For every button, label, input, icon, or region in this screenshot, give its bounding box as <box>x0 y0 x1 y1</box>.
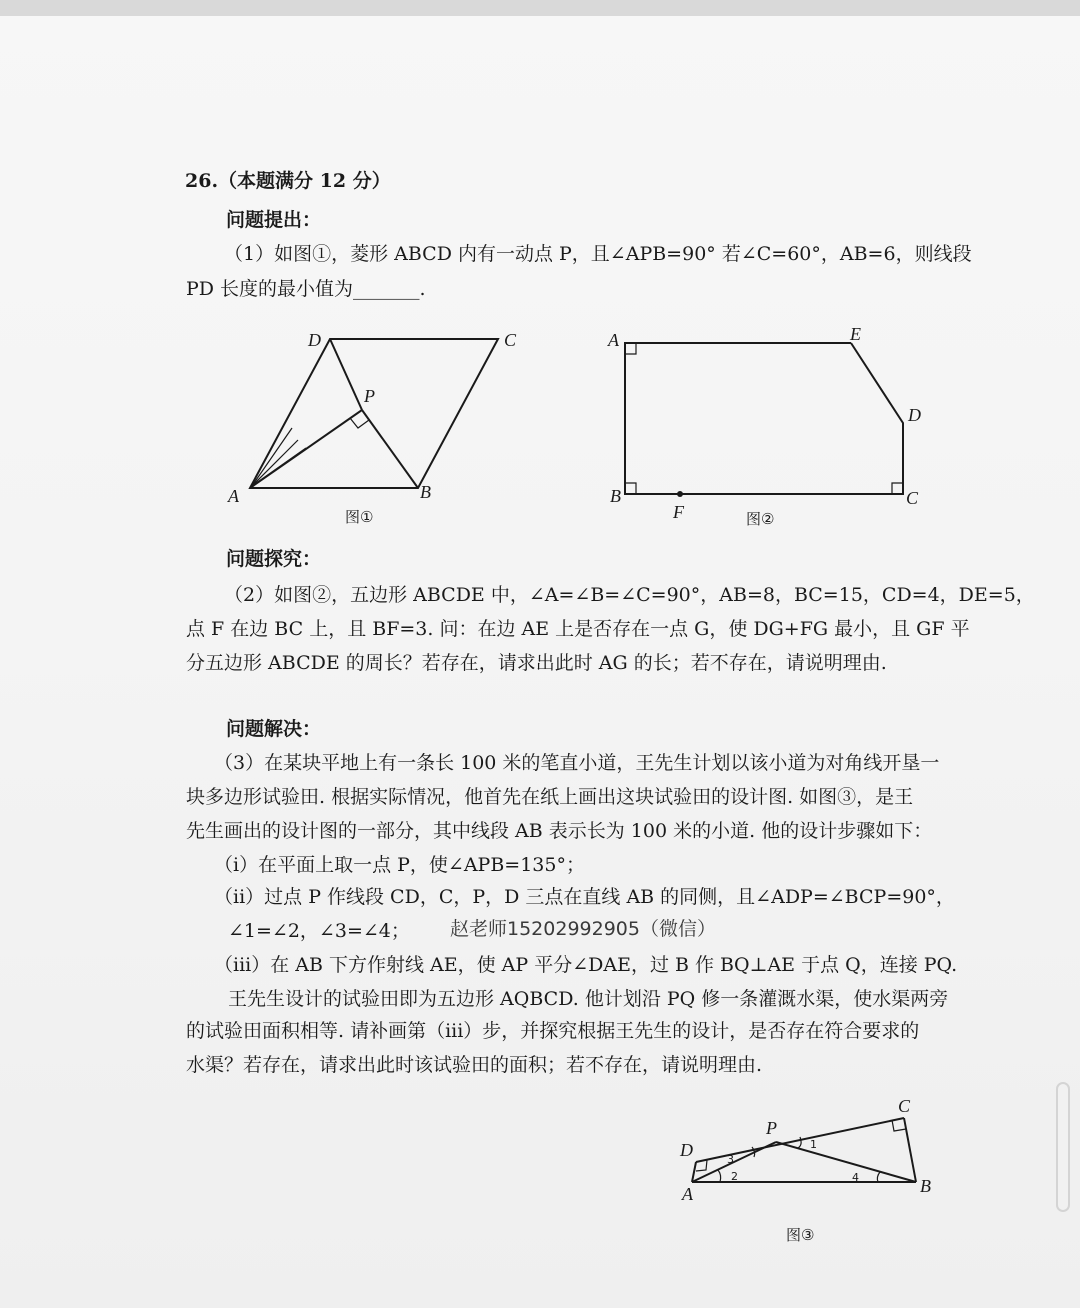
fig3-angle-4: 4 <box>852 1171 859 1184</box>
step-2-line-2: ∠1=∠2，∠3=∠4； <box>228 920 410 942</box>
q3-para-2: 的试验田面积相等. 请补画第（iii）步，并探究根据王先生的设计，是否存在符合要求的 <box>186 1020 920 1042</box>
watermark-text: 赵老师15202992905（微信） <box>450 918 716 940</box>
fig3-label-d: D <box>680 1140 693 1160</box>
segment-da <box>692 1162 696 1182</box>
segment-cb <box>904 1118 916 1182</box>
q2-line-3: 分五边形 ABCDE 的周长？若存在，请求出此时 AG 的长；若不存在，请说明理由. <box>186 652 887 674</box>
problem-header: 26.（本题满分 12 分） <box>185 170 391 192</box>
q2-line-1: （2）如图②，五边形 ABCDE 中，∠A=∠B=∠C=90°，AB=8，BC=15，CD=4，DE=5， <box>224 584 1035 606</box>
fig2-label-a: A <box>608 330 619 350</box>
fig2-label-b: B <box>610 486 621 506</box>
segment-pb <box>776 1142 916 1182</box>
scrollbar-thumb[interactable] <box>1056 1082 1070 1212</box>
fig3-angle-3: 3 <box>727 1153 734 1166</box>
fig1-label-c: C <box>504 330 517 350</box>
q1-line-1: （1）如图①，菱形 ABCD 内有一动点 P，且∠APB=90° 若∠C=60°，AB=6，则线段 <box>224 243 972 265</box>
fig3-label-a: A <box>682 1184 693 1204</box>
q3-line-3: 先生画出的设计图的一部分，其中线段 AB 表示长为 100 米的小道. 他的设计步骤如下： <box>186 820 933 842</box>
fig1-label-a: A <box>228 486 239 506</box>
q3-line-2: 块多边形试验田. 根据实际情况，他首先在纸上画出这块试验田的设计图. 如图③，是王 <box>186 786 914 808</box>
q3-para-3: 水渠？若存在，请求出此时该试验田的面积；若不存在，请说明理由. <box>186 1054 763 1076</box>
fig2-label-e: E <box>850 324 861 344</box>
q3-para-1: 王先生设计的试验田即为五边形 AQBCD. 他计划沿 PQ 修一条灌溉水渠，使水渠两旁 <box>228 988 949 1010</box>
section-title-2: 问题探究： <box>226 548 322 570</box>
q1-line-2: PD 长度的最小值为_______. <box>186 278 426 300</box>
fig1-label-b: B <box>420 482 431 502</box>
fig3-label-b: B <box>920 1176 931 1196</box>
fig1-caption: 图① <box>345 508 374 526</box>
fig1-label-p: P <box>364 386 375 406</box>
section-title-1: 问题提出： <box>226 209 322 231</box>
fig3-caption: 图③ <box>786 1226 815 1244</box>
fig3-angle-1: 1 <box>810 1138 817 1151</box>
q3-line-1: （3）在某块平地上有一条长 100 米的笔直小道，王先生计划以该小道为对角线开垦一 <box>214 752 940 774</box>
step-3: （iii）在 AB 下方作射线 AE，使 AP 平分∠DAE，过 B 作 BQ⊥AE 于点 Q，连接 PQ. <box>214 954 958 976</box>
fig1-label-d: D <box>308 330 321 350</box>
angle-arc-2 <box>718 1170 721 1182</box>
section-title-3: 问题解决： <box>226 718 322 740</box>
q2-line-2: 点 F 在边 BC 上，且 BF=3. 问：在边 AE 上是否存在一点 G，使 DG+FG 最小，且 GF 平 <box>186 618 970 640</box>
step-2-line-1: （ii）过点 P 作线段 CD，C，P，D 三点在直线 AB 的同侧，且∠ADP=∠BCP=90°， <box>214 886 955 908</box>
fig3-angle-2: 2 <box>731 1170 738 1183</box>
fig2-label-c: C <box>906 488 919 508</box>
fig2-caption: 图② <box>746 510 775 528</box>
angle-arc-1 <box>798 1137 801 1148</box>
fig2-label-f: F <box>673 502 684 522</box>
fig3-label-c: C <box>898 1096 911 1116</box>
fig3-label-p: P <box>766 1118 777 1138</box>
step-1: （i）在平面上取一点 P，使∠APB=135°； <box>214 854 585 876</box>
fig2-label-d: D <box>908 405 921 425</box>
angle-arc-4 <box>877 1172 880 1182</box>
